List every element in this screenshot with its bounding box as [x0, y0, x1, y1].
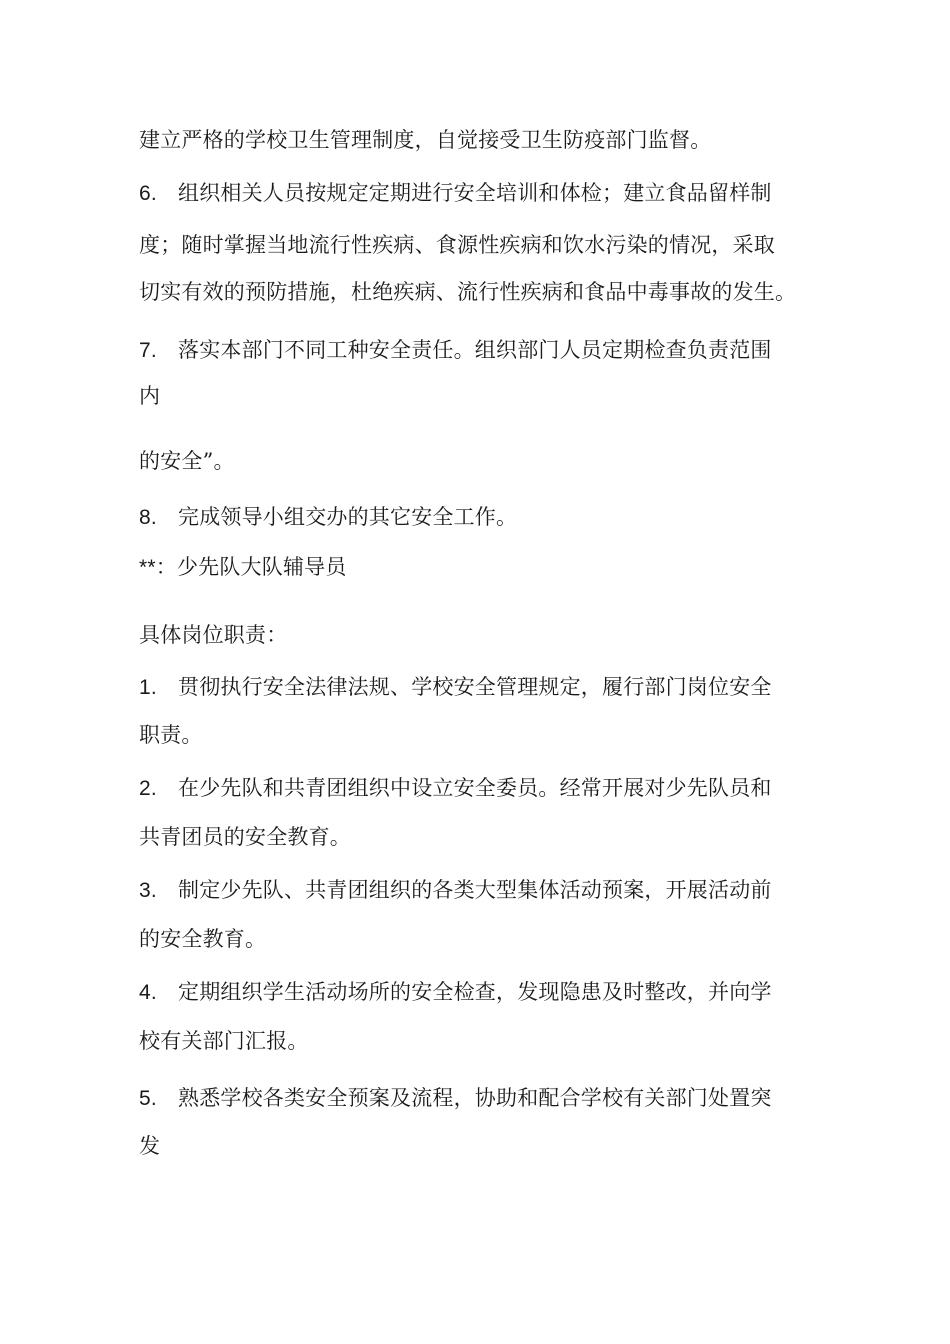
list-item-5 [139, 1083, 772, 1114]
list-item-8 [139, 502, 517, 533]
line-text: 的安全”。 [139, 449, 235, 473]
section-subheading [139, 620, 287, 650]
paragraph-line [139, 1131, 160, 1161]
line-text: 落实本部门不同工种安全责任。组织部门人员定期检查负责范围 [178, 338, 772, 362]
paragraph-line [139, 1026, 309, 1056]
list-number: 7. [139, 339, 157, 362]
list-item-1 [139, 672, 772, 703]
list-number: 8. [139, 506, 157, 529]
line-text: 共青团员的安全教育。 [139, 825, 351, 849]
paragraph-line [139, 822, 351, 852]
paragraph-line [139, 230, 775, 260]
line-text: 发 [139, 1134, 161, 1158]
line-text: 定期组织学生活动场所的安全检查，发现隐患及时整改，并向学 [178, 980, 772, 1004]
line-text: 具体岗位职责： [139, 623, 288, 647]
line-text: 职责。 [139, 723, 203, 747]
list-number: 3. [139, 879, 157, 902]
list-number: 2. [139, 777, 157, 800]
line-text: 在少先队和共青团组织中设立安全委员。经常开展对少先队员和 [178, 776, 772, 800]
list-item-7 [139, 335, 772, 366]
line-text: 的安全教育。 [139, 927, 267, 951]
paragraph-line [139, 720, 203, 750]
paragraph-line [139, 381, 160, 411]
paragraph-line [139, 125, 711, 155]
list-number: 1. [139, 676, 157, 699]
paragraph-line [139, 924, 266, 954]
list-number: 5. [139, 1087, 157, 1110]
redacted-marker: ** [139, 556, 156, 579]
line-text: 组织相关人员按规定定期进行安全培训和体检；建立食品留样制 [178, 181, 772, 205]
line-text: 贯彻执行安全法律法规、学校安全管理规定，履行部门岗位安全 [178, 675, 772, 699]
line-text: 度；随时掌握当地流行性疾病、食源性疾病和饮水污染的情况，采取 [139, 233, 775, 257]
section-heading [139, 552, 347, 583]
list-number: 6. [139, 182, 157, 205]
line-text: 校有关部门汇报。 [139, 1029, 309, 1053]
list-item-2 [139, 773, 772, 804]
line-text: 建立严格的学校卫生管理制度，自觉接受卫生防疫部门监督。 [139, 128, 712, 152]
line-text: 制定少先队、共青团组织的各类大型集体活动预案，开展活动前 [178, 878, 772, 902]
line-text: 内 [139, 384, 161, 408]
line-text: 完成领导小组交办的其它安全工作。 [178, 505, 518, 529]
paragraph-line [139, 446, 235, 476]
line-text: 切实有效的预防措施，杜绝疾病、流行性疾病和食品中毒事故的发生。 [139, 280, 797, 304]
list-item-6 [139, 178, 772, 209]
list-number: 4. [139, 981, 157, 1004]
paragraph-line [139, 277, 796, 307]
list-item-4 [139, 977, 772, 1008]
line-text: ：少先队大队辅导员 [155, 555, 347, 579]
line-text: 熟悉学校各类安全预案及流程，协助和配合学校有关部门处置突 [178, 1086, 772, 1110]
list-item-3 [139, 875, 772, 906]
